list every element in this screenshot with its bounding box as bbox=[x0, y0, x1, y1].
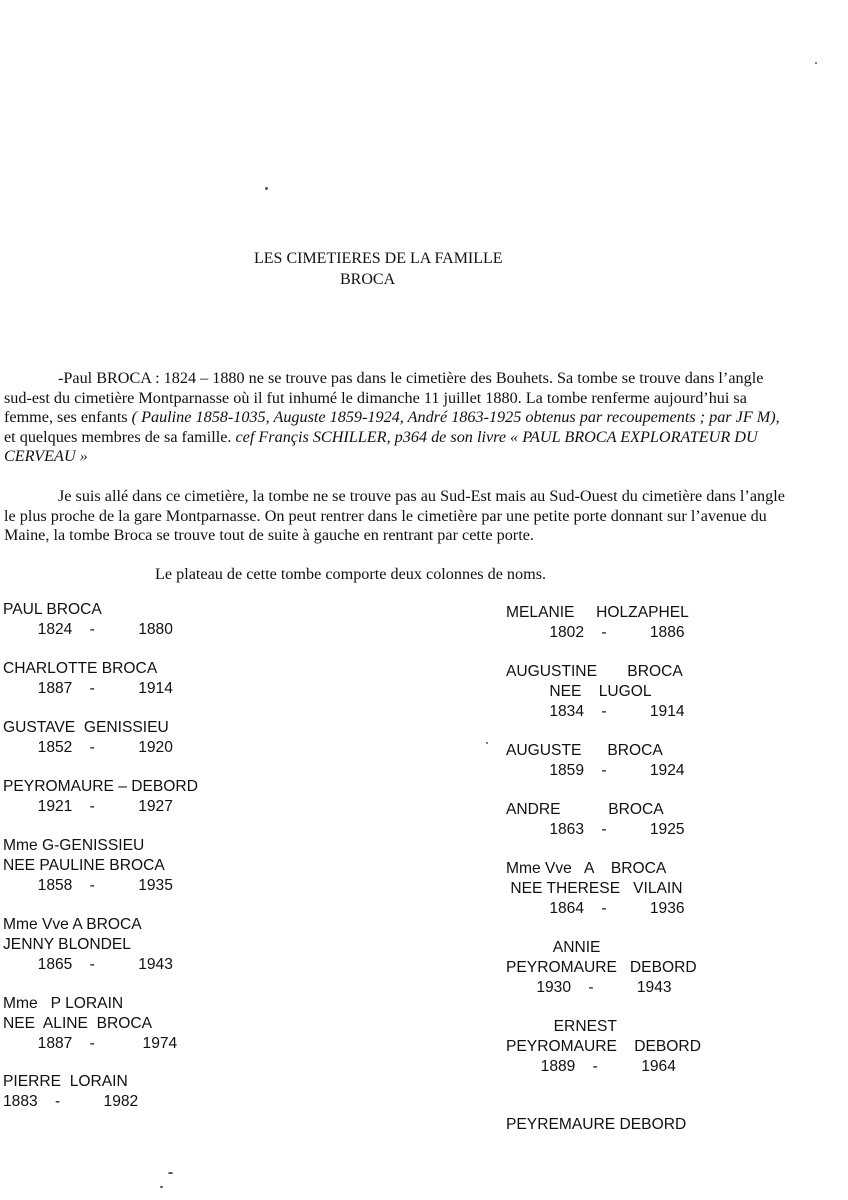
grave-entry bbox=[3, 777, 198, 817]
grave-entry bbox=[3, 718, 173, 758]
scan-speck bbox=[168, 1172, 173, 1174]
grave-entry bbox=[506, 662, 685, 722]
entry-dates: 1852 - 1920 bbox=[3, 739, 173, 756]
grave-entry bbox=[506, 1115, 686, 1135]
entry-dates: 1864 - 1936 bbox=[506, 900, 685, 917]
entry-name: ANNIE bbox=[506, 939, 601, 956]
entry-name: Mme Vve A BROCA bbox=[506, 860, 667, 877]
paragraph-1 bbox=[4, 369, 794, 467]
entry-name: AUGUSTE BROCA bbox=[506, 742, 663, 759]
entry-name: ANDRE BROCA bbox=[506, 801, 664, 818]
entry-name: NEE PAULINE BROCA bbox=[3, 857, 165, 874]
entry-name: ERNEST bbox=[506, 1018, 617, 1035]
entry-name: JENNY BLONDEL bbox=[3, 936, 131, 953]
entry-name: NEE LUGOL bbox=[506, 683, 652, 700]
entry-name: PEYROMAURE DEBORD bbox=[506, 959, 697, 976]
grave-entry bbox=[506, 603, 689, 643]
entry-dates: 1887 - 1914 bbox=[3, 680, 173, 697]
grave-entry bbox=[506, 800, 685, 840]
grave-entry bbox=[506, 741, 685, 781]
entry-name: PAUL BROCA bbox=[3, 601, 102, 618]
entry-dates: 1921 - 1927 bbox=[3, 798, 173, 815]
paragraph-1-text: -Paul BROCA : 1824 – 1880 ne se trouve pas dans le cimetière des Bouhets. Sa tombe se trouve dans l’angle sud-est du cimetière Montparnasse où il fut inhumé le dimanche 11 juillet 1880. La tombe renferme aujourd’hui sa femme, ses enfants bbox=[4, 369, 764, 427]
entry-dates: 1930 - 1943 bbox=[506, 979, 672, 996]
entry-name: GUSTAVE GENISSIEU bbox=[3, 719, 169, 736]
scan-speck bbox=[486, 742, 488, 744]
entry-name: CHARLOTTE BROCA bbox=[3, 660, 158, 677]
entry-name: AUGUSTINE BROCA bbox=[506, 663, 683, 680]
paragraph-1-italic-children: ( Pauline 1858-1035, Auguste 1859-1924, André 1863-1925 obtenus par recoupements ; par JF M), bbox=[131, 408, 780, 427]
grave-entry bbox=[3, 836, 173, 896]
entry-dates: 1887 - 1974 bbox=[3, 1035, 178, 1052]
title-line-2: BROCA bbox=[340, 271, 396, 288]
grave-entry bbox=[3, 1072, 138, 1112]
grave-entry bbox=[3, 994, 177, 1054]
entry-dates: 1883 - 1982 bbox=[3, 1093, 139, 1110]
scan-speck bbox=[265, 187, 268, 190]
entry-dates: 1863 - 1925 bbox=[506, 821, 685, 838]
entry-name: PEYROMAURE DEBORD bbox=[506, 1038, 701, 1055]
entry-name: MELANIE HOLZAPHEL bbox=[506, 604, 689, 621]
entry-dates: 1859 - 1924 bbox=[506, 762, 685, 779]
entry-dates: 1802 - 1886 bbox=[506, 624, 685, 641]
grave-entry bbox=[3, 600, 173, 640]
grave-entry bbox=[506, 859, 685, 919]
scan-speck bbox=[815, 62, 817, 64]
title-line-1: LES CIMETIERES DE LA FAMILLE bbox=[254, 250, 503, 267]
grave-entry bbox=[506, 938, 697, 998]
paragraph-1-italic-reference: cef Françis SCHILLER, p364 de son livre « PAUL BROCA EXPLORATEUR DU CERVEAU » bbox=[4, 427, 758, 466]
paragraph-2-text: Je suis allé dans ce cimetière, la tombe ne se trouve pas au Sud-Est mais au Sud-Ouest du cimetière dans l’angle le plus proche de la gare Montparnasse. On peut rentrer dans le cimetière par une petite porte donnant sur l’avenue du Maine, la tombe Broca se trouve tout de suite à gauche en rentrant par cette porte. bbox=[4, 487, 785, 545]
grave-entry bbox=[3, 659, 173, 699]
entry-dates: 1834 - 1914 bbox=[506, 703, 685, 720]
entry-name: Mme Vve A BROCA bbox=[3, 916, 142, 933]
entry-name: PIERRE LORAIN bbox=[3, 1073, 128, 1090]
entry-dates: 1858 - 1935 bbox=[3, 877, 173, 894]
scan-speck bbox=[160, 1186, 163, 1188]
entry-name: NEE ALINE BROCA bbox=[3, 1015, 153, 1032]
grave-entry bbox=[506, 1017, 701, 1077]
entry-name: Mme P LORAIN bbox=[3, 995, 124, 1012]
entry-dates: 1865 - 1943 bbox=[3, 956, 173, 973]
entry-name: Mme G-GENISSIEU bbox=[3, 837, 145, 854]
entry-name: PEYROMAURE – DEBORD bbox=[3, 778, 198, 795]
grave-entry bbox=[3, 915, 173, 975]
entry-name: NEE THERESE VILAIN bbox=[506, 880, 683, 897]
entry-dates: 1889 - 1964 bbox=[506, 1058, 676, 1075]
paragraph-2 bbox=[4, 487, 794, 546]
entry-dates: 1824 - 1880 bbox=[3, 621, 173, 638]
paragraph-1-text-2: et quelques membres de sa famille. bbox=[4, 427, 236, 446]
paragraph-3: Le plateau de cette tombe comporte deux colonnes de noms. bbox=[155, 565, 547, 583]
entry-name: PEYREMAURE DEBORD bbox=[506, 1116, 687, 1133]
